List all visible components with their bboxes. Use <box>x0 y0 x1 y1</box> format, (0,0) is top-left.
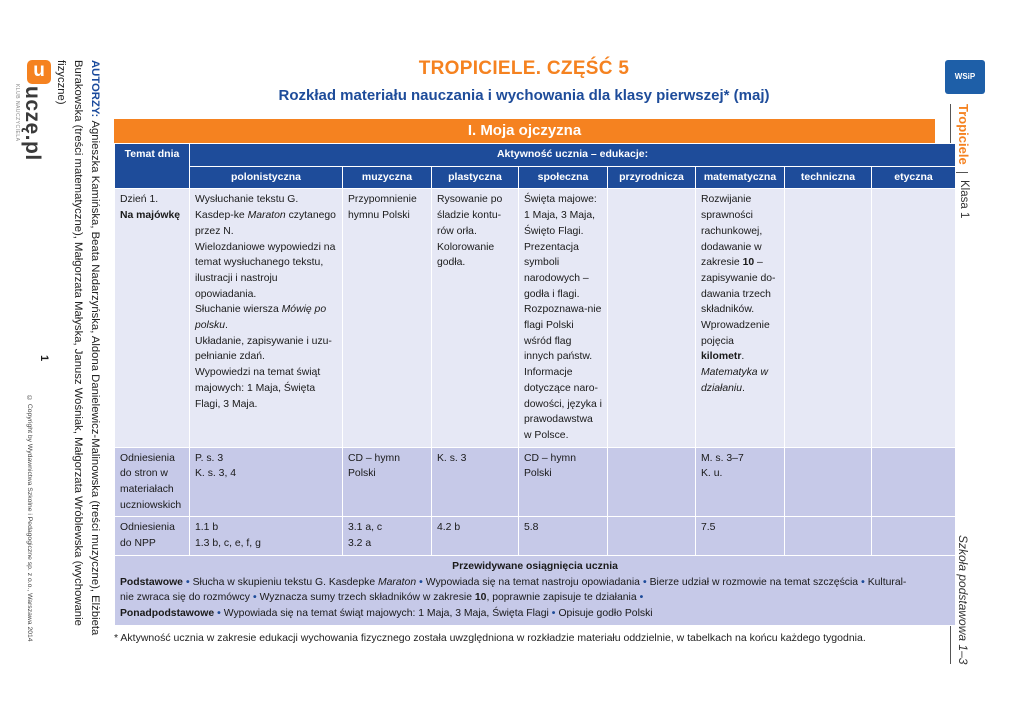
mat-npp: 7.5 <box>696 517 785 555</box>
muz-refs: CD – hymn Polski <box>343 447 432 517</box>
bullet-icon: • <box>639 592 644 604</box>
mat-refs: M. s. 3–7 K. u. <box>696 447 785 517</box>
col-polonistyczna: polonistyczna <box>190 166 343 189</box>
przyrodnicza-cell <box>608 189 696 447</box>
side-separator <box>955 172 968 173</box>
activity-group-header: Aktywność ucznia – edukacje: <box>190 144 956 167</box>
bullet-icon: • <box>642 576 647 588</box>
matematyczna-cell: Rozwijanie sprawności rachunkowej, dodawanie w zakresie 10 – zapisywanie do-dawania trzech składników. Wprowadzenie pojęcia kilometr. Matematyka w działaniu. <box>696 189 785 447</box>
col-techniczna: techniczna <box>785 166 872 189</box>
etyczna-cell <box>872 189 956 447</box>
ety-refs <box>872 447 956 517</box>
authors-text: Agnieszka Kamińska, Beata Nadarzyńska, Aldona Danielewicz-Malinowska (treści muzyczne), Elżbieta Burakowska (treści matematyczne), Małgorzata Małyska, Janusz Wośniak, Małgorzata Wróblewska (wychowanie fizyczne) <box>55 60 101 636</box>
odniesienia-npp-label: Odniesienia do NPP <box>115 517 190 555</box>
footnote: * Aktywność ucznia w zakresie edukacji wychowania fizycznego została uwzględniona w rozkładzie materiału oddzielnie, w tabelkach na końcu każdego tygodnia. <box>114 632 866 644</box>
polonistyczna-cell <box>190 189 343 447</box>
col-spoleczna: społeczna <box>519 166 608 189</box>
page-number: 1 <box>38 355 50 362</box>
bullet-icon: • <box>217 607 221 619</box>
page-title: TROPICIELE. CZĘŚĆ 5 <box>418 58 630 79</box>
wsip-logo[interactable]: WSiP <box>945 60 985 94</box>
pol-item: Wypowiedzi na temat świąt majowych: 1 Maja, Święta Flagi, 3 Maja. <box>195 367 321 410</box>
plast-refs: K. s. 3 <box>432 447 519 517</box>
techniczna-cell <box>785 189 872 447</box>
tech-npp <box>785 517 872 555</box>
outcomes-row <box>115 555 956 625</box>
plast-npp: 4.2 b <box>432 517 519 555</box>
muzyczna-cell: Przypomnienie hymnu Polski <box>343 189 432 447</box>
outcomes-basic: Podstawowe • Słucha w skupieniu tekstu G. Kasdepke Maraton • Wypowiada się na temat nastroju opowiadania • Bierze udział w rozmowie na temat szczęścia • Kultural- nie zwraca się do rozmówcy • Wyznacza sumy trzech składników w zakresie 10, poprawnie zapisuje te działania • <box>120 576 907 604</box>
pol-item: Układanie, zapisywanie i uzu-pełnianie zdań. <box>195 335 332 363</box>
bullet-icon: • <box>861 576 865 588</box>
muz-npp: 3.1 a, c 3.2 a <box>343 517 432 555</box>
pol-item: Wysłuchanie tekstu G. Kasdep-ke Maraton czytanego przez N. <box>195 194 336 237</box>
logo-mark-icon: u <box>27 60 51 84</box>
pol-refs: P. s. 3 K. s. 3, 4 <box>190 447 343 517</box>
col-matematyczna: matematyczna <box>696 166 785 189</box>
pol-item: Słuchanie wiersza Mówię po polsku. <box>195 304 327 332</box>
school-level: Szkoła podstawowa 1–3 <box>956 535 970 665</box>
bullet-icon: • <box>551 607 556 619</box>
logo-subtitle: KLUB NAUCZYCIELA <box>14 84 20 142</box>
bullet-icon: • <box>419 576 423 588</box>
tech-refs <box>785 447 872 517</box>
page-subtitle: Rozkład materiału nauczania i wychowania dla klasy pierwszej* (maj) <box>278 87 770 104</box>
lesson-plan-table <box>114 143 956 626</box>
przyr-npp <box>608 517 696 555</box>
table-row <box>115 517 956 555</box>
pol-npp: 1.1 b 1.3 b, c, e, f, g <box>190 517 343 555</box>
ety-npp <box>872 517 956 555</box>
bullet-icon: • <box>185 576 190 588</box>
spol-refs: CD – hymn Polski <box>519 447 608 517</box>
class-label: Klasa 1 <box>958 180 970 219</box>
spoleczna-cell: Święta majowe: 1 Maja, 3 Maja, Święto Flagi. Prezentacja symboli narodowych – godła i flagi. Rozpoznawa-nie flagi Polski wśród flag innych państw. Informacje dotyczące naro-dowości, języka i prawodawstwa w Polsce. <box>519 189 608 447</box>
series-name: Tropiciele <box>956 104 971 165</box>
przyr-refs <box>608 447 696 517</box>
copyright-note: © Copyright by Wydawnictwa Szkolne i Pedagogiczne sp. z o.o., Warszawa 2014 <box>26 395 33 642</box>
logo-text: uczę.pl <box>21 86 44 161</box>
day-title: Na majówkę <box>120 210 181 222</box>
topic-column-header: Temat dnia <box>115 144 190 189</box>
table-row <box>115 447 956 517</box>
col-plastyczna: plastyczna <box>432 166 519 189</box>
col-etyczna: etyczna <box>872 166 956 189</box>
day-cell <box>115 189 190 447</box>
outcomes-cell <box>115 555 956 625</box>
outcomes-advanced: Ponadpodstawowe • Wypowiada się na temat świąt majowych: 1 Maja, 3 Maja, Święta Flagi • Opisuje godło Polski <box>120 607 653 619</box>
bullet-icon: • <box>252 592 257 604</box>
authors-label: AUTORZY: <box>89 60 101 121</box>
authors-credit <box>55 60 103 670</box>
section-title: I. Moja ojczyzna <box>114 119 935 143</box>
col-przyrodnicza: przyrodnicza <box>608 166 696 189</box>
col-muzyczna: muzyczna <box>343 166 432 189</box>
pol-item: Wielozdaniowe wypowiedzi na temat wysłuchanego tekstu, ilustracji i nastroju opowiadania. <box>195 241 336 300</box>
outcomes-title: Przewidywane osiągnięcia ucznia <box>452 560 618 572</box>
spol-npp: 5.8 <box>519 517 608 555</box>
table-row <box>115 189 956 447</box>
day-label: Dzień 1. <box>120 194 159 206</box>
plastyczna-cell: Rysowanie po śladzie kontu-rów orła. Kolorowanie godła. <box>432 189 519 447</box>
odniesienia-stron-label: Odniesienia do stron w materiałach uczniowskich <box>115 447 190 517</box>
